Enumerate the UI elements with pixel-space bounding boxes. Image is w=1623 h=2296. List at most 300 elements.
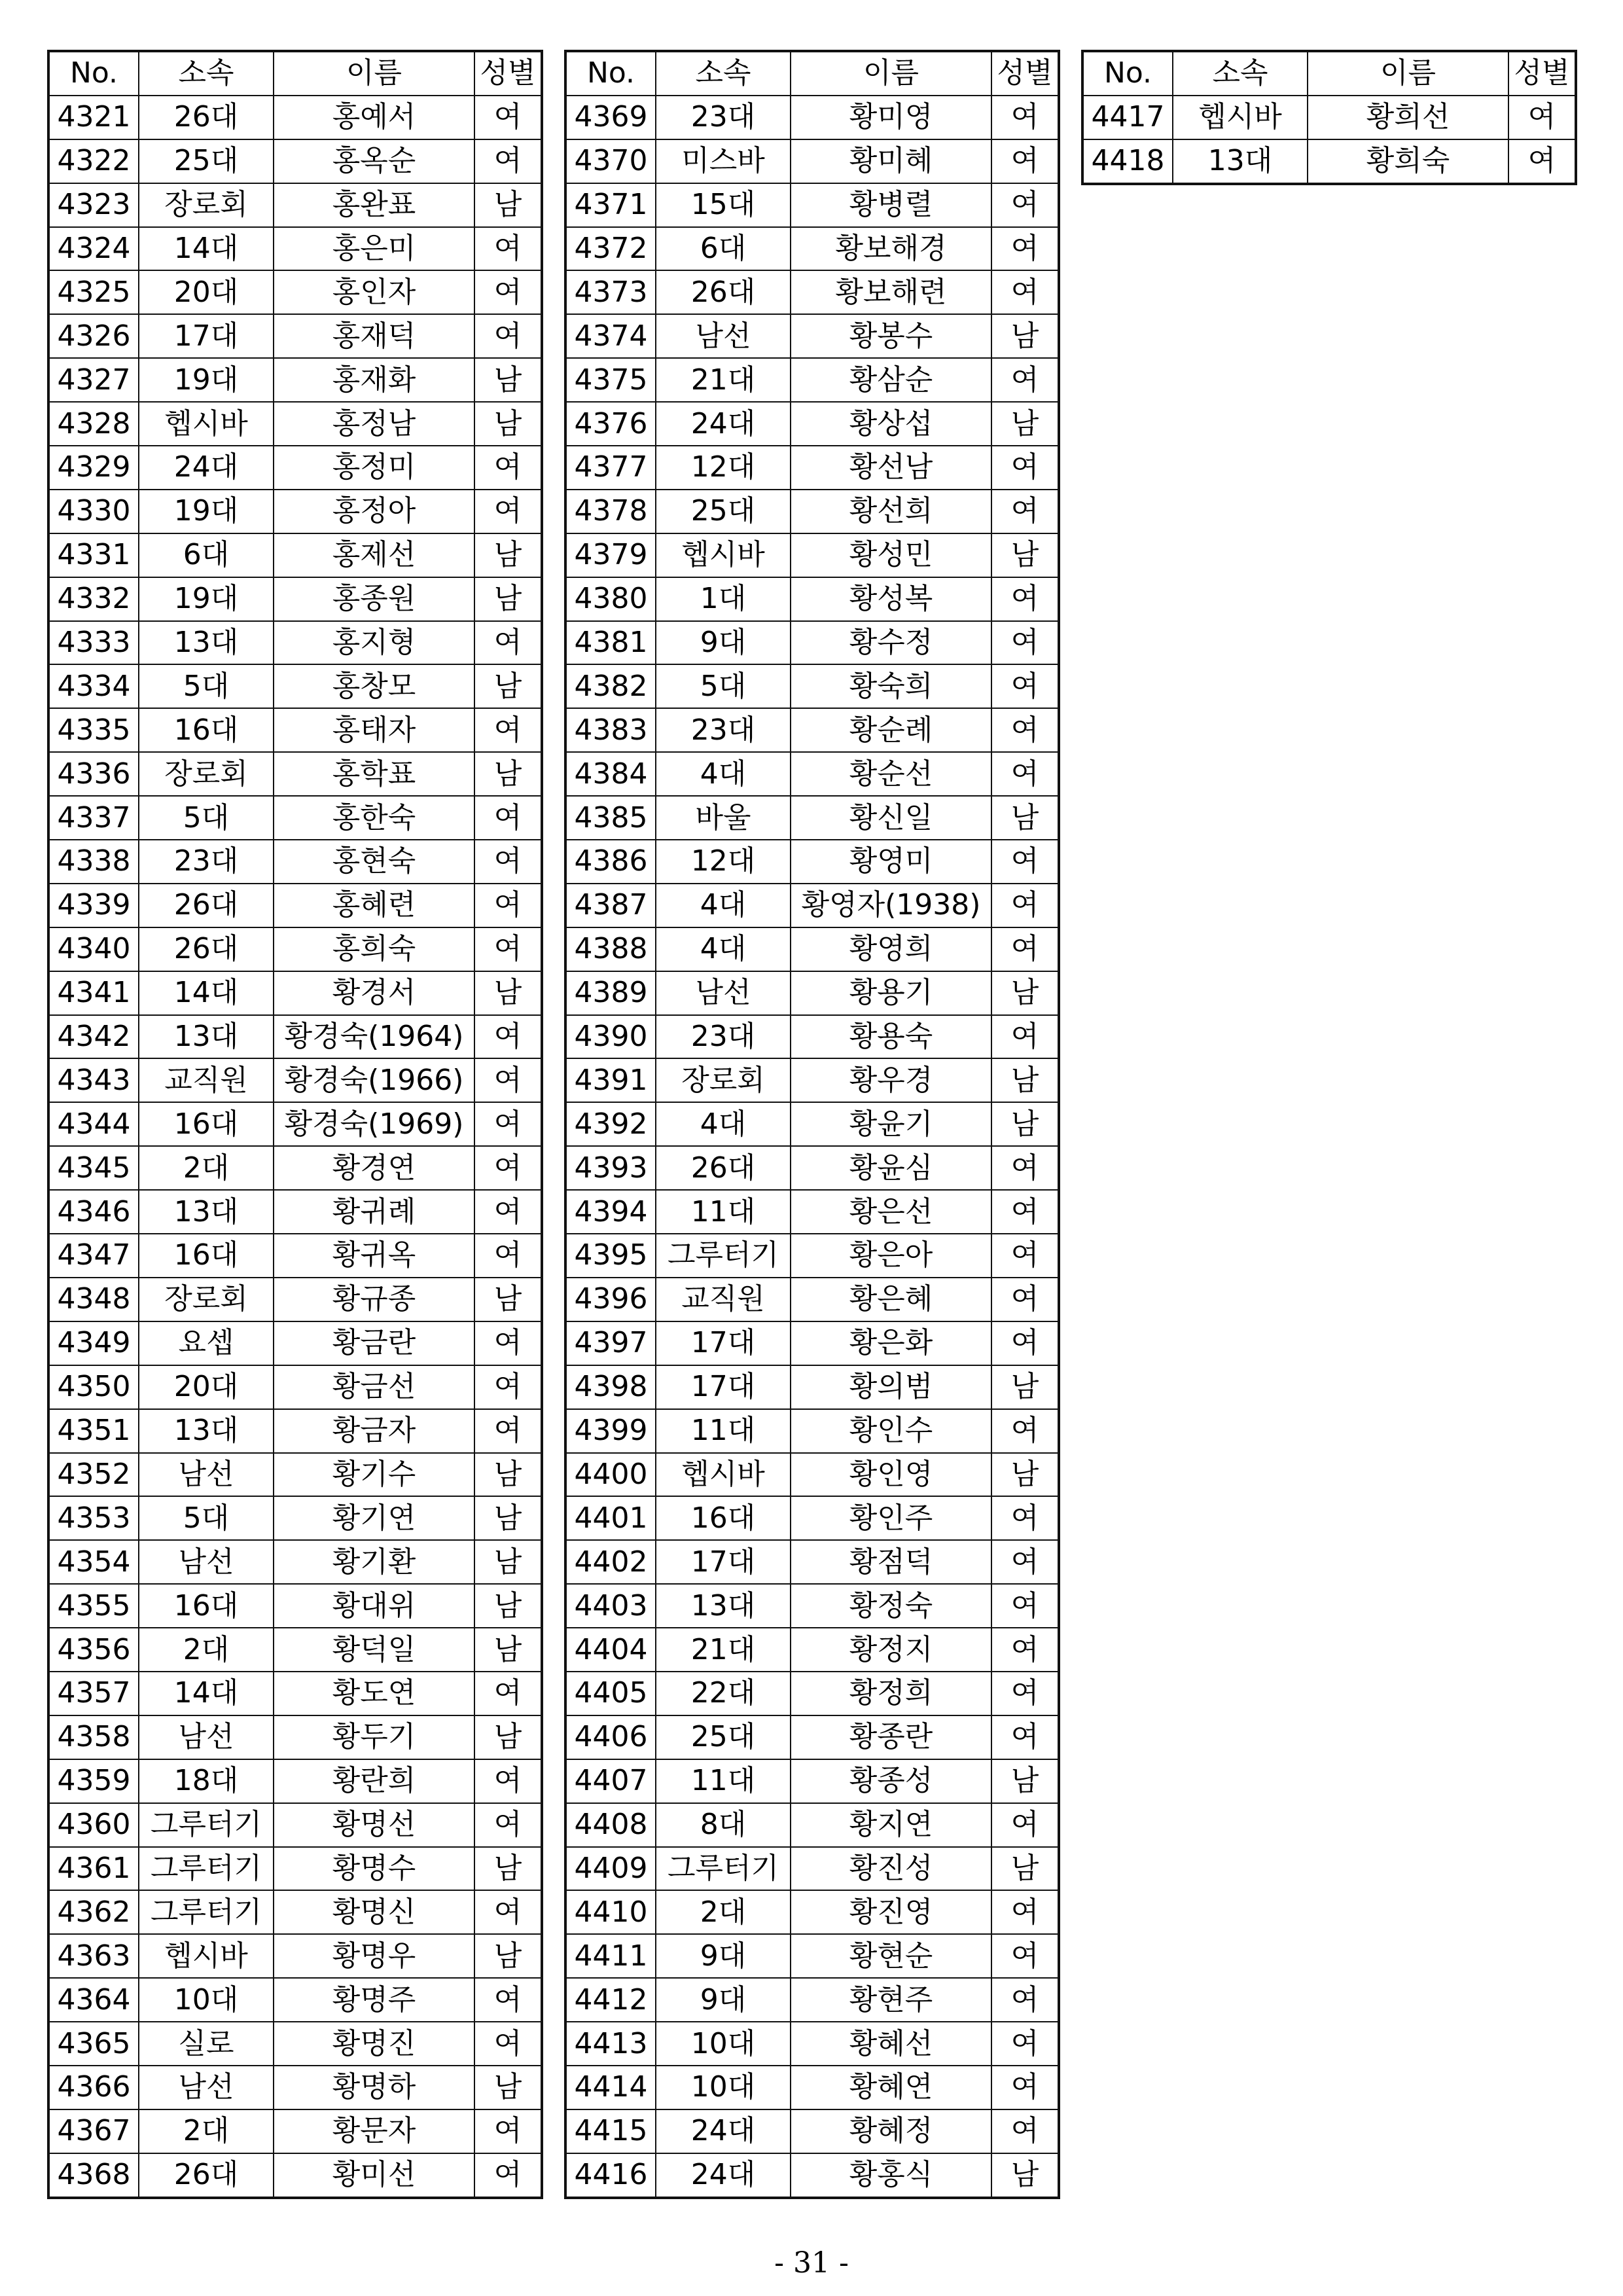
cell-no: 4388 [565,927,656,971]
cell-no: 4343 [48,1058,139,1102]
table-row [565,1715,1059,1759]
table-row [565,1190,1059,1234]
cell-gender: 여 [474,1365,542,1409]
cell-name: 황명선 [274,1803,474,1847]
cell-gender: 남 [474,577,542,621]
cell-gender: 여 [991,1890,1059,1934]
cell-gender: 여 [474,227,542,271]
cell-affiliation: 15대 [656,183,791,227]
cell-affiliation: 9대 [656,1978,791,2022]
cell-affiliation: 5대 [139,664,274,708]
cell-gender: 여 [991,1146,1059,1190]
cell-no: 4339 [48,884,139,927]
table-row [48,446,542,490]
cell-gender: 남 [474,1584,542,1628]
cell-no: 4345 [48,1146,139,1190]
table-row [48,227,542,271]
table-row [48,971,542,1015]
cell-affiliation: 19대 [139,577,274,621]
table-row [565,1628,1059,1672]
cell-gender: 여 [474,139,542,183]
cell-no: 4363 [48,1934,139,1978]
header-affiliation: 소속 [139,51,274,96]
cell-no: 4367 [48,2109,139,2153]
cell-affiliation: 장로회 [139,752,274,796]
cell-gender: 여 [991,139,1059,183]
cell-no: 4328 [48,402,139,446]
table-row [565,796,1059,840]
cell-no: 4398 [565,1365,656,1409]
cell-name: 황보해련 [791,270,991,314]
cell-no: 4346 [48,1190,139,1234]
cell-name: 황상섭 [791,402,991,446]
cell-gender: 여 [991,227,1059,271]
cell-name: 황정숙 [791,1584,991,1628]
cell-gender: 남 [991,2153,1059,2198]
table-row [48,139,542,183]
cell-no: 4365 [48,2022,139,2066]
cell-name: 홍인자 [274,270,474,314]
cell-affiliation: 장로회 [656,1058,791,1102]
cell-name: 황금란 [274,1321,474,1365]
cell-gender: 남 [991,533,1059,577]
cell-no: 4394 [565,1190,656,1234]
cell-name: 황도연 [274,1672,474,1715]
cell-no: 4372 [565,227,656,271]
table-row [565,402,1059,446]
cell-no: 4357 [48,1672,139,1715]
cell-gender: 남 [474,533,542,577]
cell-name: 황종란 [791,1715,991,1759]
table-row [565,1584,1059,1628]
cell-no: 4331 [48,533,139,577]
cell-name: 홍태자 [274,708,474,752]
cell-gender: 여 [474,2153,542,2198]
cell-gender: 여 [991,1803,1059,1847]
table-row [48,2153,542,2198]
cell-gender: 남 [474,971,542,1015]
cell-name: 황병렬 [791,183,991,227]
cell-name: 황문자 [274,2109,474,2153]
cell-gender: 여 [474,1409,542,1453]
cell-name: 황금선 [274,1365,474,1409]
cell-gender: 여 [991,96,1059,139]
table-row [48,1628,542,1672]
cell-gender: 여 [991,1584,1059,1628]
cell-gender: 여 [474,884,542,927]
cell-gender: 여 [474,490,542,533]
cell-gender: 남 [991,796,1059,840]
cell-gender: 여 [991,1672,1059,1715]
table-row [48,1934,542,1978]
cell-no: 4375 [565,358,656,402]
cell-gender: 여 [991,2022,1059,2066]
cell-no: 4322 [48,139,139,183]
cell-name: 황영자(1938) [791,884,991,927]
cell-gender: 남 [991,1759,1059,1803]
cell-gender: 여 [991,1190,1059,1234]
table-row [565,139,1059,183]
table-row [48,577,542,621]
cell-name: 황진성 [791,1847,991,1891]
table-row [565,1672,1059,1715]
cell-no: 4358 [48,1715,139,1759]
cell-name: 황은화 [791,1321,991,1365]
cell-affiliation: 바울 [656,796,791,840]
table-row [48,1365,542,1409]
cell-name: 황귀옥 [274,1234,474,1278]
cell-name: 황우경 [791,1058,991,1102]
cell-gender: 여 [991,1015,1059,1059]
cell-no: 4359 [48,1759,139,1803]
table-row [565,1321,1059,1365]
table-row [565,1759,1059,1803]
table-row [48,1672,542,1715]
cell-no: 4350 [48,1365,139,1409]
cell-name: 황경숙(1969) [274,1102,474,1146]
cell-name: 황란희 [274,1759,474,1803]
cell-gender: 여 [991,1234,1059,1278]
header-name: 이름 [791,51,991,96]
cell-affiliation: 10대 [656,2022,791,2066]
cell-affiliation: 헵시바 [656,533,791,577]
cell-name: 황귀례 [274,1190,474,1234]
cell-affiliation: 12대 [656,446,791,490]
cell-affiliation: 24대 [139,446,274,490]
cell-affiliation: 2대 [139,1146,274,1190]
cell-affiliation: 남선 [656,314,791,358]
cell-gender: 여 [474,1058,542,1102]
cell-name: 황미선 [274,2153,474,2198]
cell-gender: 여 [991,1978,1059,2022]
table-row [48,533,542,577]
cell-gender: 남 [474,1278,542,1321]
cell-affiliation: 5대 [656,664,791,708]
cell-gender: 여 [474,1803,542,1847]
table-header-row [48,51,542,96]
cell-name: 황순례 [791,708,991,752]
table-row [48,314,542,358]
cell-affiliation: 실로 [139,2022,274,2066]
cell-affiliation: 8대 [656,1803,791,1847]
cell-affiliation: 9대 [656,621,791,665]
cell-affiliation: 남선 [656,971,791,1015]
cell-no: 4362 [48,1890,139,1934]
table-row [565,1146,1059,1190]
cell-no: 4385 [565,796,656,840]
table-row [48,402,542,446]
cell-gender: 남 [474,1715,542,1759]
cell-gender: 여 [474,96,542,139]
cell-no: 4344 [48,1102,139,1146]
cell-name: 황미혜 [791,139,991,183]
table-row [1082,139,1576,184]
table-row [565,2022,1059,2066]
cell-gender: 남 [991,1453,1059,1497]
cell-gender: 남 [991,1365,1059,1409]
cell-affiliation: 24대 [656,402,791,446]
header-no: No. [565,51,656,96]
header-gender: 성별 [1508,51,1576,96]
cell-name: 홍완표 [274,183,474,227]
cell-name: 황윤기 [791,1102,991,1146]
cell-name: 황은선 [791,1190,991,1234]
cell-gender: 여 [1508,96,1576,139]
cell-affiliation: 26대 [139,884,274,927]
cell-affiliation: 헵시바 [1173,96,1308,139]
cell-affiliation: 25대 [139,139,274,183]
table-row [48,752,542,796]
cell-affiliation: 그루터기 [656,1234,791,1278]
cell-affiliation: 5대 [139,1496,274,1540]
cell-affiliation: 2대 [139,2109,274,2153]
table-row [48,1890,542,1934]
cell-name: 황혜연 [791,2066,991,2109]
cell-affiliation: 장로회 [139,183,274,227]
cell-name: 황명하 [274,2066,474,2109]
cell-no: 4326 [48,314,139,358]
cell-affiliation: 17대 [656,1321,791,1365]
cell-name: 홍혜련 [274,884,474,927]
cell-affiliation: 19대 [139,490,274,533]
cell-gender: 여 [991,1409,1059,1453]
cell-name: 황명우 [274,1934,474,1978]
table-row [48,927,542,971]
cell-no: 4408 [565,1803,656,1847]
cell-no: 4374 [565,314,656,358]
cell-no: 4330 [48,490,139,533]
table-row [565,884,1059,927]
cell-name: 홍은미 [274,227,474,271]
table-row [565,752,1059,796]
cell-no: 4417 [1082,96,1173,139]
table-row [565,358,1059,402]
table-row [48,358,542,402]
cell-affiliation: 16대 [139,1234,274,1278]
cell-name: 황경숙(1966) [274,1058,474,1102]
cell-affiliation: 17대 [656,1365,791,1409]
cell-no: 4416 [565,2153,656,2198]
cell-no: 4336 [48,752,139,796]
cell-affiliation: 20대 [139,270,274,314]
cell-no: 4403 [565,1584,656,1628]
cell-affiliation: 26대 [139,2153,274,2198]
roster-table-2 [564,50,1060,2199]
cell-name: 황점덕 [791,1540,991,1584]
cell-name: 황명수 [274,1847,474,1891]
cell-name: 황인영 [791,1453,991,1497]
cell-gender: 남 [474,2066,542,2109]
cell-affiliation: 11대 [656,1190,791,1234]
cell-name: 황경서 [274,971,474,1015]
cell-no: 4389 [565,971,656,1015]
cell-affiliation: 그루터기 [139,1847,274,1891]
cell-name: 홍재덕 [274,314,474,358]
table-row [565,1409,1059,1453]
cell-gender: 남 [474,752,542,796]
cell-no: 4321 [48,96,139,139]
cell-no: 4361 [48,1847,139,1891]
cell-affiliation: 26대 [656,270,791,314]
cell-gender: 여 [991,884,1059,927]
cell-gender: 여 [474,1015,542,1059]
cell-affiliation: 26대 [656,1146,791,1190]
cell-no: 4410 [565,1890,656,1934]
cell-no: 4334 [48,664,139,708]
cell-affiliation: 장로회 [139,1278,274,1321]
cell-affiliation: 16대 [656,1496,791,1540]
cell-no: 4411 [565,1934,656,1978]
cell-name: 황은혜 [791,1278,991,1321]
table-row [565,621,1059,665]
cell-name: 황명진 [274,2022,474,2066]
table-row [565,577,1059,621]
cell-name: 황보해경 [791,227,991,271]
cell-gender: 여 [991,664,1059,708]
table-row [565,270,1059,314]
cell-gender: 여 [474,927,542,971]
table-row [565,1540,1059,1584]
cell-name: 홍종원 [274,577,474,621]
cell-gender: 남 [474,1628,542,1672]
table-row [565,1803,1059,1847]
cell-gender: 여 [991,1628,1059,1672]
table-row [565,446,1059,490]
cell-name: 황선희 [791,490,991,533]
cell-no: 4371 [565,183,656,227]
table-row [48,270,542,314]
table-row [48,1978,542,2022]
table-row [48,1803,542,1847]
table-row [48,1540,542,1584]
cell-no: 4415 [565,2109,656,2153]
cell-no: 4355 [48,1584,139,1628]
cell-affiliation: 6대 [656,227,791,271]
table-row [48,1102,542,1146]
cell-no: 4340 [48,927,139,971]
cell-no: 4373 [565,270,656,314]
cell-no: 4380 [565,577,656,621]
cell-name: 홍한숙 [274,796,474,840]
table-row [565,1365,1059,1409]
cell-affiliation: 2대 [139,1628,274,1672]
cell-affiliation: 5대 [139,796,274,840]
cell-no: 4327 [48,358,139,402]
cell-name: 황경연 [274,1146,474,1190]
cell-gender: 여 [991,1278,1059,1321]
cell-name: 황신일 [791,796,991,840]
cell-name: 황용기 [791,971,991,1015]
table-row [48,1278,542,1321]
cell-affiliation: 17대 [139,314,274,358]
cell-affiliation: 4대 [656,1102,791,1146]
cell-name: 황윤심 [791,1146,991,1190]
cell-affiliation: 24대 [656,2153,791,2198]
cell-no: 4397 [565,1321,656,1365]
cell-name: 황혜정 [791,2109,991,2153]
cell-name: 황기수 [274,1453,474,1497]
table-row [48,1715,542,1759]
header-name: 이름 [274,51,474,96]
header-no: No. [1082,51,1173,96]
cell-affiliation: 13대 [139,1409,274,1453]
table-row [48,796,542,840]
cell-affiliation: 13대 [139,1015,274,1059]
cell-name: 황금자 [274,1409,474,1453]
cell-no: 4323 [48,183,139,227]
cell-name: 황정희 [791,1672,991,1715]
cell-gender: 여 [991,183,1059,227]
cell-name: 홍창모 [274,664,474,708]
cell-gender: 남 [991,971,1059,1015]
cell-no: 4342 [48,1015,139,1059]
table-row [48,664,542,708]
table-header-row [1082,51,1576,96]
cell-name: 홍학표 [274,752,474,796]
cell-name: 황현순 [791,1934,991,1978]
cell-name: 홍정미 [274,446,474,490]
cell-gender: 남 [474,1540,542,1584]
cell-name: 황희선 [1308,96,1508,139]
table-row [48,1584,542,1628]
cell-gender: 여 [991,1496,1059,1540]
cell-affiliation: 14대 [139,1672,274,1715]
cell-name: 황봉수 [791,314,991,358]
cell-no: 4378 [565,490,656,533]
cell-affiliation: 4대 [656,752,791,796]
cell-gender: 남 [991,1058,1059,1102]
cell-affiliation: 남선 [139,1453,274,1497]
cell-gender: 여 [474,1890,542,1934]
cell-affiliation: 16대 [139,1102,274,1146]
cell-gender: 남 [991,1847,1059,1891]
cell-gender: 여 [474,1146,542,1190]
cell-affiliation: 26대 [139,927,274,971]
cell-gender: 여 [474,314,542,358]
cell-no: 4399 [565,1409,656,1453]
cell-name: 황의범 [791,1365,991,1409]
cell-affiliation: 교직원 [139,1058,274,1102]
cell-name: 황수정 [791,621,991,665]
cell-affiliation: 미스바 [656,139,791,183]
cell-affiliation: 25대 [656,490,791,533]
table-row [48,884,542,927]
table-row [48,490,542,533]
cell-gender: 여 [1508,139,1576,184]
cell-affiliation: 13대 [656,1584,791,1628]
cell-name: 황희숙 [1308,139,1508,184]
cell-name: 황종성 [791,1759,991,1803]
cell-name: 황용숙 [791,1015,991,1059]
table-row [565,927,1059,971]
cell-gender: 여 [991,577,1059,621]
cell-no: 4337 [48,796,139,840]
cell-no: 4324 [48,227,139,271]
cell-gender: 여 [991,1715,1059,1759]
table-row [48,1234,542,1278]
table-row [565,1234,1059,1278]
cell-affiliation: 16대 [139,708,274,752]
cell-no: 4418 [1082,139,1173,184]
cell-no: 4325 [48,270,139,314]
table-row [565,840,1059,884]
table-row [565,1015,1059,1059]
cell-gender: 여 [474,840,542,884]
cell-affiliation: 21대 [656,1628,791,1672]
cell-name: 황덕일 [274,1628,474,1672]
cell-gender: 남 [991,402,1059,446]
cell-gender: 여 [474,270,542,314]
